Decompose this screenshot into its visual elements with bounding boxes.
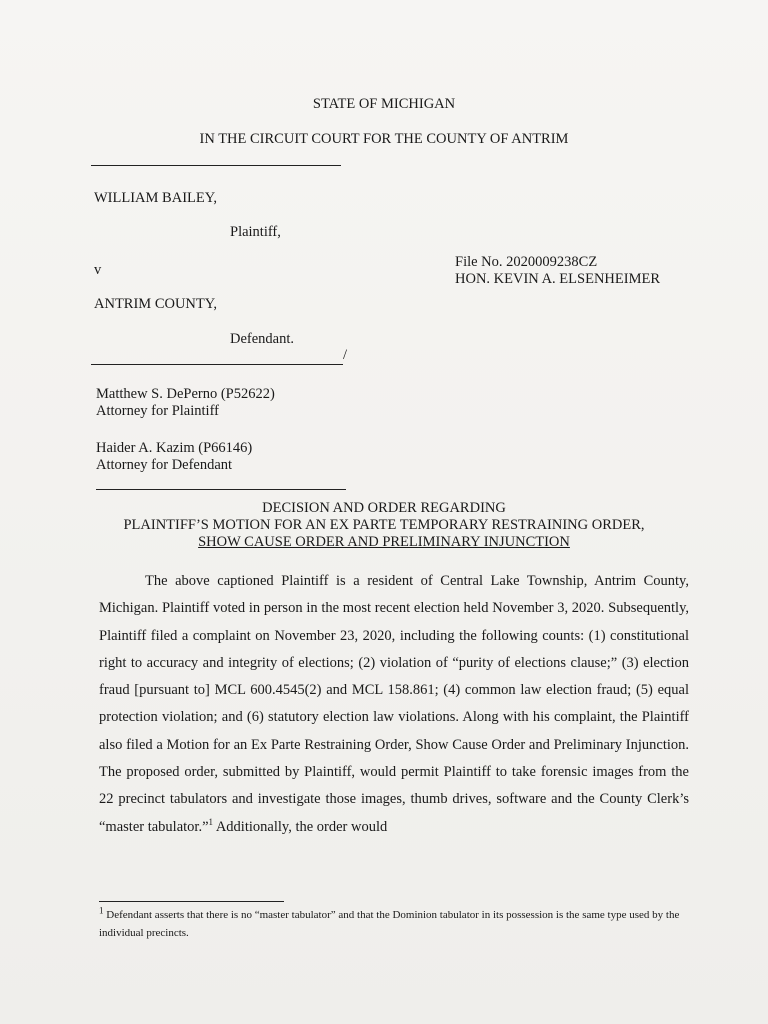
caption-top-rule (91, 165, 341, 166)
body-paragraph-end: Additionally, the order would (213, 818, 388, 835)
order-title-line-3-text: SHOW CAUSE ORDER AND PRELIMINARY INJUNCTION (198, 534, 570, 550)
defendant-name: ANTRIM COUNTY, (94, 296, 217, 312)
judge-name: HON. KEVIN A. ELSENHEIMER (455, 271, 660, 287)
body-paragraph (99, 568, 689, 841)
plaintiff-name: WILLIAM BAILEY, (94, 190, 217, 206)
body-paragraph-text: The above captioned Plaintiff is a resident of Central Lake Township, Antrim County, Michigan. Plaintiff voted in person in the most recent election held November 3, 2020. Subsequently, Plaintiff filed a complaint on November 23, 2020, including the following counts: (1) constitutional right to accuracy and integrity of elections; (2) violation of “purity of elections clause;” (3) election fraud [pursuant to] MCL 600.4545(2) and MCL 158.861; (4) common law election fraud; (5) equal protection violation; and (6) statutory election law violations. Along with his complaint, the Plaintiff also filed a Motion for an Ex Parte Restraining Order, Show Cause Order and Preliminary Injunction. The proposed order, submitted by Plaintiff, would permit Plaintiff to take forensic images from the 22 precinct tabulators and investigate those images, thumb drives, software and the County Clerk’s “master tabulator.” (99, 573, 689, 835)
file-number: File No. 2020009238CZ (455, 254, 598, 270)
footnote-number: 1 (99, 905, 104, 916)
order-title-line-3 (0, 534, 768, 551)
defendant-attorney-name: Haider A. Kazim (P66146) (96, 440, 253, 456)
plaintiff-attorney-role: Attorney for Plaintiff (96, 403, 219, 419)
state-heading: STATE OF MICHIGAN (312, 96, 456, 112)
footnote-rule (99, 901, 284, 902)
footnote-reference: 1 (208, 816, 214, 827)
defendant-label: Defendant. (230, 331, 295, 347)
footnote-text: Defendant asserts that there is no “master tabulator” and that the Dominion tabulator in its possession is the same type used by the individual precincts. (99, 909, 680, 939)
order-title-line-1: DECISION AND ORDER REGARDING (262, 500, 506, 516)
caption-bottom-rule (91, 364, 343, 365)
attorneys-bottom-rule (96, 489, 346, 490)
footnote (99, 906, 691, 942)
plaintiff-label: Plaintiff, (230, 224, 281, 240)
versus: v (94, 262, 102, 278)
order-title-line-2: PLAINTIFF’S MOTION FOR AN EX PARTE TEMPORARY RESTRAINING ORDER, (123, 517, 645, 533)
plaintiff-attorney-name: Matthew S. DePerno (P52622) (96, 386, 275, 402)
caption-slash: / (343, 347, 348, 363)
court-heading: IN THE CIRCUIT COURT FOR THE COUNTY OF ANTRIM (199, 131, 569, 147)
defendant-attorney-role: Attorney for Defendant (96, 457, 233, 473)
